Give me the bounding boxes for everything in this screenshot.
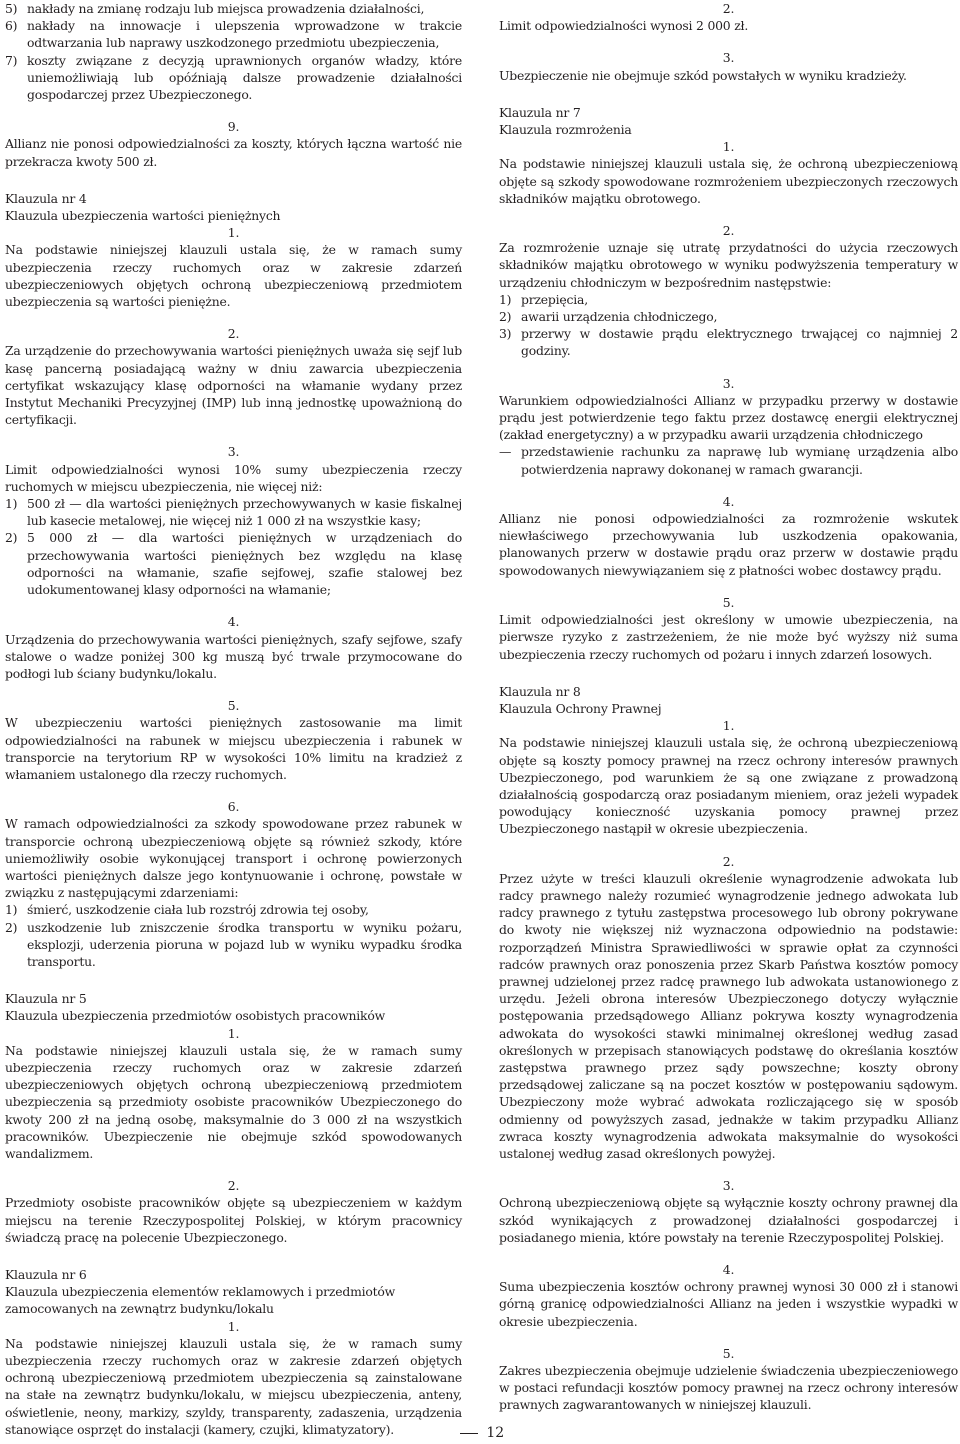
clause-title: Klauzula nr 4 <box>5 190 87 206</box>
section-text: Ubezpieczenie nie obejmuje szkód powstałych w wyniku kradzieży. <box>499 67 907 83</box>
section-text: Na podstawie niniejszej klauzuli ustala się, że ochroną ubezpieczeniową objęte są szkody spowodowane rozmrożeniem ubezpieczonych rzeczowych składników majątku obrotowego. <box>499 156 958 206</box>
section-text: Limit odpowiedzialności jest określony w umowie ubezpieczenia, na pierwsze ryzyko z zastrzeżeniem, że nie może być wyższy niż suma ubezpieczenia rzeczy ruchomych od pożaru i innych zdarzeń losowych. <box>499 612 958 662</box>
dash-item: — przedstawienie rachunku za naprawę lub wymianę urządzenia albo potwierdzenia naprawy dokonanej w ramach gwarancji. <box>499 444 958 477</box>
clause-title: Klauzula nr 7 <box>499 104 581 120</box>
causes-list <box>499 291 958 360</box>
section-text: Zakres ubezpieczenia obejmuje udzielenie świadczenia ubezpieczeniowego w postaci refundacji kosztów pomocy prawnej na rzecz ochrony interesów prawnych zagwarantowanych w niniejszej klauzuli. <box>499 1363 958 1413</box>
list-item: 1) 500 zł — dla wartości pieniężnych przechowywanych w kasie fiskalnej lub kasecie metalowej, nie więcej niż 1 000 zł na wszystkie kasy; <box>5 496 462 529</box>
intro-list <box>5 0 462 103</box>
list-item: 2) uszkodzenie lub zniszczenie środka transportu w wyniku pożaru, eksplozji, uderzenia pioruna w pojazd lub w wyniku wypadku środka transportu. <box>5 919 462 969</box>
section-number: 6. <box>227 799 240 815</box>
clause-subtitle: Klauzula ubezpieczenia wartości pieniężnych <box>5 208 281 224</box>
section-number: 9. <box>227 119 240 135</box>
section-text: Za rozmrożenie uznaje się utratę przydatności do użycia rzeczowych składników majątku obrotowego w wyniku podwyższenia temperatury w urządzeniu chłodniczym w bezpośrednim następstwie: <box>499 240 958 290</box>
section-text: W ubezpieczeniu wartości pieniężnych zastosowanie ma limit odpowiedzialności na rabunek w miejscu ubezpieczenia i rabunek w transporcie na terytorium RP w wysokości 10% limitu na kradzież z włamaniem ustalonego dla rzeczy ruchomych. <box>5 715 462 782</box>
section-number: 1. <box>722 718 735 734</box>
clause-title: Klauzula nr 8 <box>499 683 581 699</box>
clause-subtitle: Klauzula Ochrony Prawnej <box>499 700 662 716</box>
section-number: 1. <box>722 139 735 155</box>
list-item: 2) awarii urządzenia chłodniczego, <box>499 309 718 325</box>
list-item: 1) śmierć, uszkodzenie ciała lub rozstrój zdrowia tej osoby, <box>5 902 369 918</box>
section-number: 3. <box>722 50 735 66</box>
section-text: Przedmioty osobiste pracowników objęte są ubezpieczeniem w każdym miejscu na terenie Rzeczypospolitej Polskiej, w którym pracownicy świadczą pracę na polecenie Ubezpieczonego. <box>5 1195 462 1245</box>
section-text: W ramach odpowiedzialności za szkody spowodowane przez rabunek w transporcie ochroną ubezpieczeniową objęte są również szkody, które uniemożliwiły osobie wykonującej transport i ochronę powierzonych wartości pieniężnych dalsze jego kontynuowanie i ochronę, powstałe w związku z następującymi zdarzeniami: <box>5 816 462 901</box>
clause-subtitle: Klauzula ubezpieczenia przedmiotów osobistych pracowników <box>5 1008 385 1024</box>
page-number: 12 <box>486 1425 505 1441</box>
section-text: Na podstawie niniejszej klauzuli ustala się, że w ramach sumy ubezpieczenia rzeczy ruchomych oraz w zakresie zdarzeń ubezpieczeniowych objętych ochroną ubezpieczeniową przedmiotem ubezpieczenia są wartości pieniężne. <box>5 242 462 310</box>
section-number: 5. <box>227 698 240 714</box>
list-item: 3) przerwy w dostawie prądu elektrycznego trwającej co najmniej 2 godziny. <box>499 326 958 359</box>
section-number: 3. <box>227 444 240 460</box>
clause-6-heading <box>5 1266 462 1318</box>
section-text: Allianz nie ponosi odpowiedzialności za koszty, których łączna wartość nie przekracza kwoty 500 zł. <box>5 136 462 169</box>
section-number: 5. <box>722 594 735 610</box>
list-item: 6) nakłady na innowacje i ulepszenia wprowadzone w trakcie odtwarzania lub naprawy uszkodzonego przedmiotu ubezpieczenia, <box>5 18 462 51</box>
clause-title: Klauzula nr 6 <box>5 1267 87 1282</box>
section-number: 2. <box>227 1178 240 1194</box>
section-text: Limit odpowiedzialności wynosi 10% sumy ubezpieczenia rzeczy ruchomych w miejscu ubezpieczenia, nie więcej niż: <box>5 461 462 494</box>
left-column <box>5 0 462 1438</box>
section-text: Urządzenia do przechowywania wartości pieniężnych, szafy sejfowe, szafy stalowe o wadze poniżej 300 kg muszą być trwale przymocowane do podłogi lub ściany budynku/lokalu. <box>5 631 462 681</box>
section-number: 4. <box>722 493 735 509</box>
clause-subtitle: Klauzula rozmrożenia <box>499 122 632 138</box>
list-item: 5) nakłady na zmianę rodzaju lub miejsca prowadzenia działalności, <box>5 1 425 16</box>
clause-subtitle: Klauzula ubezpieczenia elementów reklamowych i przedmiotów zamocowanych na zewnątrz budynku/lokalu <box>5 1284 396 1317</box>
right-column <box>499 0 958 1414</box>
section-text: Warunkiem odpowiedzialności Allianz w przypadku przerwy w dostawie prądu jest potwierdzenie tego faktu przez dostawcę energii elektrycznej (zakład energetyczny) a w przypadku awarii urządzenia chłodniczego <box>499 392 958 443</box>
section-number: 2. <box>722 223 735 239</box>
list-item: 2) 5 000 zł — dla wartości pieniężnych w urządzeniach do przechowywania wartości pieniężnych bez względu na klasę odporności na włamanie, szafie sejfowej, szafie stalowej bez udokumentowanej klasy odporności na włamanie; <box>5 530 462 598</box>
section-text: Allianz nie ponosi odpowiedzialności za rozmrożenie wskutek niewłaściwego przechowywania lub uszkodzenia opakowania, planowanych przerw w dostawie prądu oraz przerw w dostawie prądu spowodowanych niewywiązaniem się z płatności wobec dostawcy prądu. <box>499 511 958 578</box>
section-text: Na podstawie niniejszej klauzuli ustala się, że ochroną ubezpieczeniową objęte są koszty pomocy prawnej na rzecz ochrony interesów prawnych Ubezpieczonego, pod warunkiem że są one związane z prowadzoną działalnością gospodarczą oraz posiadanym mieniem, oraz jeżeli wypadek powodujący konieczność uzyskania pomocy prawnej przez Ubezpieczonego nastąpił w okresie ubezpieczenia. <box>499 735 958 837</box>
section-number: 4. <box>227 614 240 630</box>
clause-4-heading <box>5 190 462 224</box>
footer-rule-left <box>460 1433 478 1434</box>
section-text: Suma ubezpieczenia kosztów ochrony prawnej wynosi 30 000 zł i stanowi górną granicę odpowiedzialności Allianz na jeden i wszystkie wypadki w okresie ubezpieczenia. <box>499 1279 958 1329</box>
section-text: Na podstawie niniejszej klauzuli ustala się, że w ramach sumy ubezpieczenia rzeczy ruchomych oraz w zakresie zdarzeń ubezpieczeniowych objętych ochroną ubezpieczeniową przedmiotem ubezpieczenia są przedmioty osobiste pracowników Ubezpieczonego do kwoty 200 zł na jedną osobę, maksymalnie do 3 000 zł na wszystkich pracowników. Ubezpieczenie nie obejmuje szkód spowodowanych wandalizmem. <box>5 1042 462 1161</box>
section-text: Ochroną ubezpieczeniową objęte są wyłącznie koszty ochrony prawnej dla szkód wynikających z prowadzonej działalności gospodarczej i posiadanego mienia, które powstały na terenie Rzeczypospolitej Polskiej. <box>499 1195 958 1245</box>
page-footer <box>0 1424 960 1442</box>
section-text: Na podstawie niniejszej klauzuli ustala się, że w ramach sumy ubezpieczenia rzeczy ruchomych oraz w zakresie zdarzeń objętych ochroną ubezpieczeniową przedmiotem ubezpieczenia są zainstalowane na stałe na zewnątrz budynku/lokalu, w miejscu ubezpieczenia, anteny, oświetlenie, neony, markizy, szyldy, transparenty, zadaszenia, urządzenia stanowiące osprzęt do instalacji (kamery, czujki, klimatyzatory). <box>5 1335 462 1437</box>
section-number: 1. <box>227 1318 240 1334</box>
section-text: Przez użyte w treści klauzuli określenie wynagrodzenie adwokata lub radcy prawnego należy rozumieć wynagrodzenie jednego adwokata lub radcy prawnego z tytułu zastępstwa procesowego lub obrony pokrywane do kwoty nie większej niż wyznaczona odpowiednio na podstawie: rozporządzeń Ministra Sprawiedliwości w sprawie opłat za czynności radców prawnych oraz ponoszenia przez Skarb Państwa kosztów pomocy prawnej udzielonej przez radcę prawnego lub adwokata ustanowionego z urzędu. Jeżeli obrona interesów Ubezpieczonego dotyczy wyłącznie postępowania przedsądowego Allianz pokrywa koszty wynagrodzenia adwokata do wysokości stawki minimalnej określonej według zasad określonych w przepisach stanowiących podstawę do określania kosztów zastępstwa prawnego przez sądy powszechne; koszty obrony przedsądowej zaliczane są na poczet kosztów w postępowaniu sądowym. Ubezpieczony może wybrać adwokata rozliczającego się w sposób odmienny od powyższych zasad, jednakże w takim przypadku Allianz zwraca koszty wynagrodzenia adwokata maksymalnie do wysokości ustalonej według zasad określonych powyżej. <box>499 870 958 1161</box>
section-number: 2. <box>722 1 735 16</box>
list-item: 1) przepięcia, <box>499 291 588 307</box>
limits-list <box>5 495 462 598</box>
section-number: 1. <box>227 225 240 241</box>
list-item: 7) koszty związane z decyzją uprawnionych organów władzy, które uniemożliwiają lub opóźniają dalsze prowadzenie działalności gospodarczej przez Ubezpieczonego. <box>5 52 462 103</box>
section-number: 3. <box>722 375 735 391</box>
section-number: 5. <box>722 1345 735 1361</box>
section-number: 1. <box>227 1025 240 1041</box>
section-number: 4. <box>722 1262 735 1277</box>
section-number: 3. <box>722 1178 735 1194</box>
section-text: Za urządzenie do przechowywania wartości pieniężnych uważa się sejf lub kasę pancerną posiadającą ważny w dniu zawarcia ubezpieczenia certyfikat wskazujący klasę odporności na włamanie wydany przez Instytut Mechaniki Precyzyjnej (IMP) lub inną jednostkę upoważnioną do certyfikacji. <box>5 343 462 428</box>
section-text: Limit odpowiedzialności wynosi 2 000 zł. <box>499 18 749 34</box>
clause-5-heading <box>5 990 462 1024</box>
section-number: 2. <box>722 853 735 869</box>
section-number: 2. <box>227 326 240 342</box>
clause-8-heading <box>499 683 958 717</box>
clause-7-heading <box>499 104 958 138</box>
events-list <box>5 901 462 970</box>
clause-title: Klauzula nr 5 <box>5 991 87 1007</box>
